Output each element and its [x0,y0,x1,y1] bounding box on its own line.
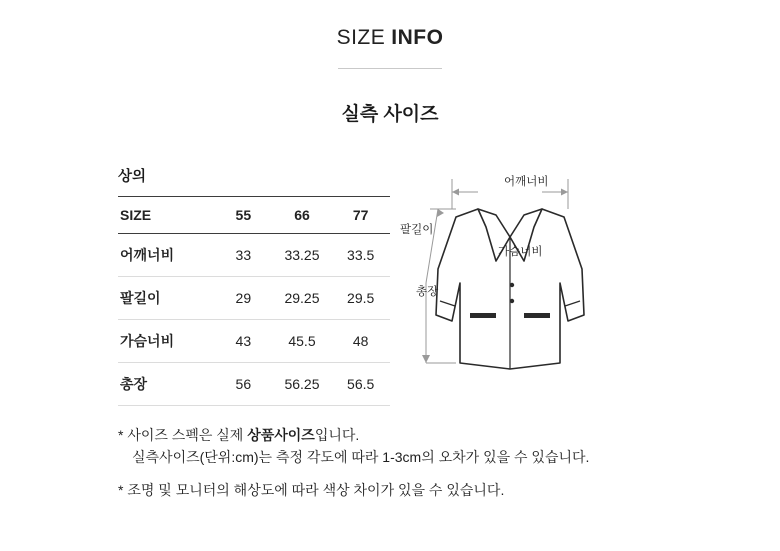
diagram-label-length: 총장 [416,286,439,298]
table-cell: 48 [331,320,390,363]
page-title-info: INFO [391,26,444,49]
note-spacer [118,468,718,480]
page-title [0,26,780,50]
size-table-column [118,165,390,406]
table-cell: 56.5 [331,363,390,406]
table-row [118,363,390,406]
table-cell: 33.5 [331,234,390,277]
table-row [118,320,390,363]
size-content [0,165,780,406]
table-header-row [118,197,390,234]
table-cell: 56 [214,363,273,406]
note-line-3: * 조명 및 모니터의 해상도에 따라 색상 차이가 있을 수 있습니다. [118,482,505,499]
page-subtitle: 실측 사이즈 [341,104,439,125]
size-table [118,196,390,406]
notes-section [118,425,718,502]
note-line-1: * 사이즈 스펙은 실제 상품사이즈입니다. [118,427,360,443]
garment-diagram-column [390,165,678,395]
garment-diagram [400,165,678,395]
table-cell: 33.25 [273,234,332,277]
table-row-label: 가슴너비 [118,320,214,363]
table-header-cell: 66 [273,197,332,234]
page-title-size: SIZE [336,26,386,49]
table-row [118,234,390,277]
table-cell: 45.5 [273,320,332,363]
header-divider [338,68,442,69]
diagram-label-chest: 가슴너비 [498,246,543,258]
table-header-cell: SIZE [118,197,214,234]
table-cell: 33 [214,234,273,277]
table-cell: 43 [214,320,273,363]
table-header-cell: 55 [214,197,273,234]
table-row [118,277,390,320]
table-row-label: 팔길이 [118,277,214,320]
page-header [0,0,780,126]
table-row-label: 총장 [118,363,214,406]
note-line-2: 실측사이즈(단위:cm)는 측정 각도에 따라 1-3cm의 오차가 있을 수 있습니다. [132,448,590,465]
diagram-label-shoulder: 어깨너비 [504,176,549,188]
table-row-label: 어깨너비 [118,234,214,277]
table-header-cell: 77 [331,197,390,234]
table-caption: 상의 [118,169,147,185]
table-cell: 56.25 [273,363,332,406]
table-cell: 29.5 [331,277,390,320]
note-emphasis: 상품사이즈 [247,427,315,443]
diagram-label-sleeve: 팔길이 [400,224,434,236]
jacket-illustration-icon [408,165,678,395]
table-cell: 29.25 [273,277,332,320]
table-cell: 29 [214,277,273,320]
